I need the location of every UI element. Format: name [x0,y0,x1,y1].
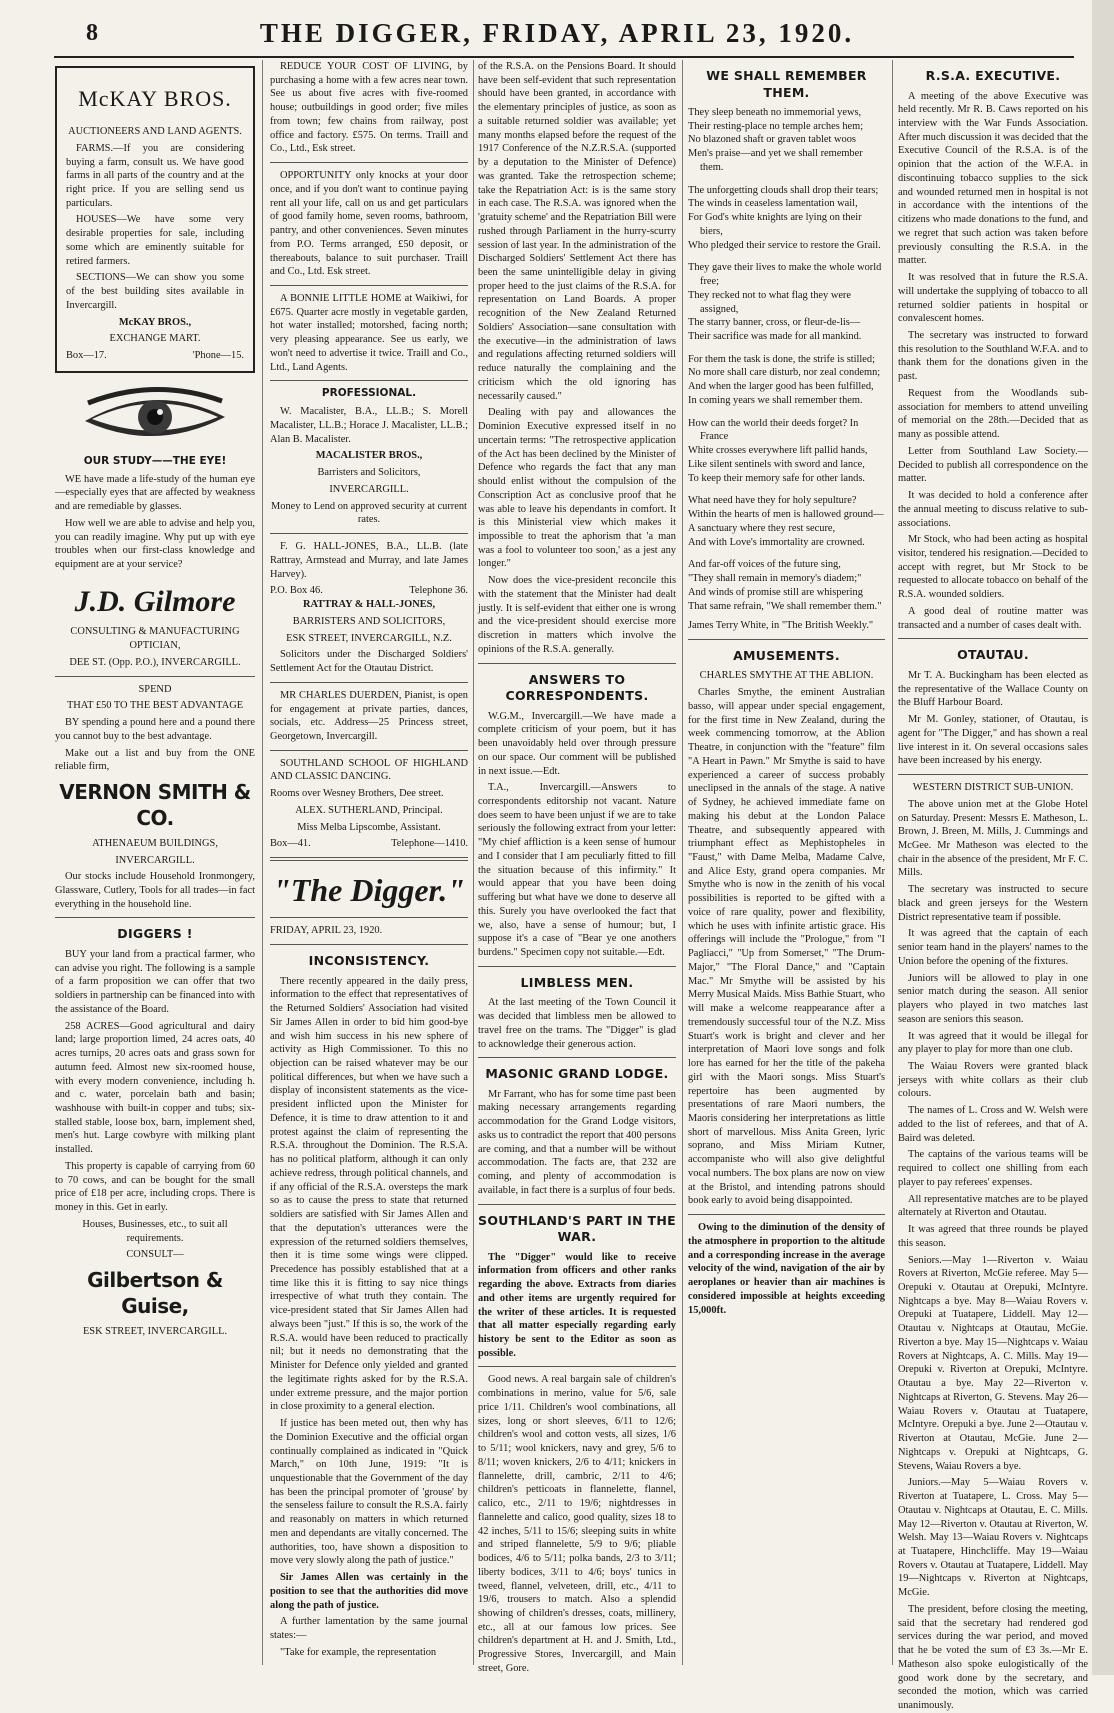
mckay-advert [55,66,255,373]
rsa-p8: A good deal of routine matter was transacted and a number of cases dealt with. [898,605,1088,631]
poem-line: And with Love's immortality are crowned. [688,536,865,548]
professional-heading: PROFESSIONAL. [321,387,417,400]
diggers-consult: CONSULT— [126,1249,184,1261]
poem-line: They recked not to what flag they were assigned, [688,289,852,315]
rsa-p6: It was decided to hold a conference after the annual meeting to discuss relative to sub-associations. [898,490,1088,529]
otautau-heading: OTAUTAU. [957,647,1029,663]
divider [898,774,1088,775]
limbless-heading: LIMBLESS MEN. [520,974,634,990]
rattray-firm: RATTRAY & HALL-JONES, [302,599,436,611]
poem-line: To keep their memory safe for other lands. [688,472,866,484]
poem-line: The winds in ceaseless lamentation wail, [688,198,858,210]
masonic-p1: Mr Farrant, who has for some time past been making necessary arrangements regarding accommodation for the Grand Lodge visitors, asks us to contradict the report that 400 persons are coming, and that a number will be without accommodation. The facts are, that 232 are coming, and plenty of accommodation is available, in fact there is a surplus of four beds. [478,1088,676,1196]
mckay-sections: SECTIONS—We can show you some of the best building sites available in Invercargill. [66,272,244,311]
poem-body [688,106,885,613]
digger-nameplate: "The Digger." [273,872,465,909]
stanza-gap [688,252,885,261]
mckay-firm: McKAY BROS., [118,316,192,328]
mckay-mart: EXCHANGE MART. [109,333,201,345]
inconsistency-heading: INCONSISTENCY. [308,953,430,969]
stanza-gap [688,175,885,184]
divider [55,676,255,677]
diggers-p1: BUY your land from a practical farmer, who can advise you right. The following is a sample of a farm proposition we can offer that two soldiers in partnership can be financed into with the assistance of the Board. [55,948,255,1015]
southland-p1: The "Digger" would like to receive information from officers and other ranks regarding the above. Extracts from diaries and other items are urgently required for the writer of these articles. It is requested that all matter especially regarding early history be sent to the Editor as soon as possible. [478,1251,676,1359]
poem-line: No more shall care disturb, nor zeal condemn; [688,367,881,379]
gilmore-logo: J.D. Gilmore [74,584,236,618]
western-p4: Juniors will be allowed to play in one senior match during the season. All senior players who played in two matches last season are seniors this season. [898,972,1088,1025]
density-note: Owing to the diminution of the density of the atmosphere in proportion to the altitude and a corresponding increase in the average velocity of the wind, navigation of the air by aeroplanes or heavier than air machines is considered impossible at heights exceeding 15,000ft. [688,1222,885,1316]
divider [270,380,468,381]
mckay-phone: 'Phone—15. [192,350,244,362]
poem-line: Within the hearts of men is hallowed ground— [688,509,884,521]
poem-line: They gave their lives to make the whole world free; [688,262,882,288]
western-p1: The above union met at the Globe Hotel on Saturday. Present: Messrs E. Matheson, L. Brown, J. Breen, M. Mills, J. Cummings and McGee. Mr Matheson was elected to the chair in the absence of the president, Mr F. C. Mills. [898,798,1088,879]
western-heading: WESTERN DISTRICT SUB-UNION. [912,782,1074,794]
inconsistency-cont: of the R.S.A. on the Pensions Board. It should have been self-evident that such representation should have been granted, in accordance with the elementary principles of justice, as soon as a suitable returned soldier was available; yet many months elapsed before the request of the 1917 Conference of the N.Z.R.S.A. (supported by a deputation to the Minister of Defence) was granted. Take the retrospection scheme; take the Repatriation Act: is is the same story in each case. The R.S.A. was ignored when the 'gratuity scheme' and the Repatriation Bill were rushed through Parliament in the hurry-scurry session of last year. In the administration of the Discharged Soldiers' Settlement Act there has been the same unintelligible delay in giving proper heed to the just claims of the R.S.A. for representation on Land Boards. A proper recognition of the New Zealand Returned Soldiers' Association—sane consultation with the executive—in the administration of laws and regulations affecting returned soldiers will reduce naturally the complaining and the criticism which the old ignoring has necessarily caused." [478,61,676,402]
poem-line: And winds of promise still are whispering [688,586,863,598]
dancing-principal: ALEX. SUTHERLAND, Principal. [295,804,443,816]
rsa-heading: R.S.A. EXECUTIVE. [925,68,1061,83]
column-divider [473,60,474,1665]
spend-p1: BY spending a pound here and a pound there you cannot buy to the best advantage. [55,717,255,742]
stanza-gap [688,344,885,353]
divider [898,638,1088,639]
column-3 [478,60,676,1674]
duerden-advert: MR CHARLES DUERDEN, Pianist, is open for engagement at private parties, dances, socials, etc. Address—25 Princess street, Georgetown, Invercargill. [270,689,468,742]
rattray-role: BARRISTERS AND SOLICITORS, [292,615,446,627]
macalister-firm: MACALISTER BROS., [315,450,423,462]
poem-line: The unforgetting clouds shall drop their tears; [688,184,879,196]
poem-line: Their resting-place no temple arches hem; [688,120,864,132]
masonic-heading: MASONIC GRAND LODGE. [485,1066,669,1082]
otautau-p2: Mr M. Gonley, stationer, of Otautau, is agent for "The Digger," and has shown a real live interest in it. On several occasions sales have been increased by his energy. [898,714,1088,767]
page-number: 8 [86,20,98,46]
opportunity-advert: OPPORTUNITY only knocks at your door once, and if you don't want to continue paying rent all your life, call on us and get particulars of good family home, seven rooms, bathroom, pantry, and other conveniences. Seven minutes from P.O. Terms arranged, £50 deposit, or thereabouts, balance to suit purchaser. Traill and Co., Ltd. Esk street. [270,170,468,278]
spend-p3: Our stocks include Household Ironmongery, Glassware, Cutlery, Tools for all trades—in fact everything in the household line. [55,871,255,910]
divider [478,1057,676,1058]
gilbertson-address: ESK STREET, INVERCARGILL. [82,1325,228,1337]
dancing-tel: Telephone—1410. [391,838,468,850]
diggers-p3: This property is capable of carrying from 60 to 70 cows, and can be bought for the small price of £18 per acre, including crops. There is money in this. Get in early. [55,1160,255,1214]
macalister-role: Barristers and Solicitors, [317,467,421,479]
issue-date: FRIDAY, APRIL 23, 1920. [270,925,383,937]
western-p2: The secretary was instructed to secure black and green jerseys for the Western District representative team if possible. [898,884,1088,923]
bonnie-advert: A BONNIE LITTLE HOME at Waikiwi, for £675. Quarter acre mostly in vegetable garden, hot water installed; motorshed, facing north; very pleasing appearance. See us early, we won't need to advertise it twice. Traill and Co., Ltd., Land Agents. [270,293,468,373]
poem-credit: James Terry White, in "The British Weekly." [688,620,874,632]
western-p11: Seniors.—May 1—Riverton v. Waiau Rovers at Riverton, McGie referee. May 5—Orepuki v. Otautau at Orepuki, McIntyre. Nightcaps a bye. May 8—Waiau Rovers v. Orepuki at Tuatapere, Liddell. May 12—Otautau v. Nightcaps at Otautau, McGie. Riverton a bye. May 15—Nightcaps v. Waiau Rovers at Nightcaps, A. C. Mills. May 19—Orepuki v. Riverton at Orepuki, McIntyre. Otautau a bye. May 22—Riverton v. Nightcaps at Riverton, G. Stevens. May 26—Waiau Rovers v. Otautau at Tuatapere, McIntyre. Orepuki a bye. June 2—Otautau v. Riverton at Otautau, McGie. June 2—Nightcaps v. Orepuki at Nightcaps, G. Stevens, Waiau Rovers a bye. [898,1254,1088,1472]
poem-line: They sleep beneath no immemorial yews, [688,107,862,118]
inconsistency-p1: There recently appeared in the daily press, information to the effect that representatives of the Returned Soldiers' Association had visited Sir James Allen in order to bid him good-bye and wish him success in his new sphere of activity as High Commissioner. To this no objection can be raised whatever may be our political differences, but when we have such a display of inconsistent statements as the vice-president inflicted upon the Minister for Defence, it is time to draw attention to it and protest against the claim of representing the R.S.A. throughout the Dominion. The R.S.A. has no political platform, although it can only achieve redress, through political channels, and if any official of the R.S.A. oversteps the mark so as to cause the press to state that returned soldiers are satisfied with Sir James Allen and that the deputation's utterances were the expression of the returned soldiers themselves, then it is time some wings were clipped. Precedence has possibly established that at a time like this it is fitting to say nice things irrespective of what truth they contain. The vice-president stated that Sir James Allen had always been "just." If this is so, the work of the R.S.A. would have been reduced to practically nil; but it needs no demonstrating that the Minister for Defence only yielded and granted the legitimate rights asked for by the R.S.A. under extreme pressure, and the major portion in close proximity to a general election. [270,975,468,1413]
inconsistency-p2: If justice has been meted out, then why has the Dominion Executive and the official organ continually complained as indicated in "Quick March," on 10th June, 1919: "It is unquestionable that the Government of the day has been the principal promoter of 'grouse' by the senseless failure to consult the R.S.A. fairly and reasonably on matters in which returned men and dependants are vitally concerned. The authorities, too, have shown a disposition to move very slowly along the path of justice." [270,1418,468,1567]
rsa-p4: Request from the Woodlands sub-association for members to attend unveiling of memorial on the 28th.—Decided that as many as possible attend. [898,387,1088,441]
macalister-town: INVERCARGILL. [329,483,409,495]
divider [688,1214,885,1215]
divider [270,750,468,751]
column-divider [892,60,893,1665]
divider [478,1204,676,1205]
column-divider [682,60,683,1665]
diggers-p4: Houses, Businesses, etc., to suit all requirements. [82,1218,228,1244]
inconsistency-p3: Sir James Allen was certainly in the position to see that the authorities did move along the path of justice. [270,1572,468,1611]
mckay-title: McKAY BROS. [78,86,232,111]
poem-line: Their sacrifice was made for all mankind. [688,331,862,343]
goodnews-advert: Good news. A real bargain sale of children's combinations in merino, value for 5/6, sale price 1/11. Children's wool combinations, all sizes, long or short sleeves, 6/11 to 12/6; children's wool and cotton vests, all sizes, 1/6 to 5/11; wool knickers, navy and grey, 5/6 to 8/11; woven knickers, 2/6 to 4/11; knickers in flannelette, drill, cambric, 2/11 to 4/6; children's petticoats in flannelette, flannel, calico, etc., 2/11 to 19/6; nightdresses in flannelette and calico, good quality, sizes 18 to 42 inches, 5/11 to 15/6; sleeping suits in white and striped flannelette, 5/9 to 9/6; pliable bodices, 4/6 to 5/11; polka bands, 2/3 to 3/11; liberty bodices, 3/11 to 4/6; boys' tunics in tweed, flannel, velveteen, drill, etc., 4/11 to 19/6, trousers to match. Also a splendid showing of children's dresses, coats, millinery, etc., all at our famous low prices. See children's department at H. and J. Smith, Ltd., Progressive Stores, Invercargill, and Main street, Gore. [478,1374,676,1674]
gilmore-address: DEE ST. (Opp. P.O.), INVERCARGILL. [69,656,241,668]
column-divider [262,60,263,1665]
mckay-role: AUCTIONEERS AND LAND AGENTS. [68,126,242,138]
poem-line: For them the task is done, the strife is stilled; [688,353,876,365]
column-4 [688,60,885,1665]
poem-line: What need have they for holy sepulture? [688,495,857,507]
column-5 [898,60,1088,1712]
poem-line: And when the larger good has been fulfilled, [688,381,874,393]
reduce-advert: REDUCE YOUR COST OF LIVING, by purchasing a home with a few acres near town. See us about five acres with five-roomed house; outbuildings in good order; five miles from town; few chains from railway, post office and factory. £575. On terms. Traill and Co., Ltd., Esk street. [270,61,468,155]
divider [270,162,468,163]
inconsistency-cont2: Dealing with pay and allowances the Dominion Executive expressed itself in no uncertain terms: "The retrospective application of the Act has been declined by the Minister of Defence who regards the fact that any man should enlist without the compulsion of the Conscription Act as conclusive proof that he was able to leave his dependants in comfort. It is this Ministerial view which makes it impossible to treat the aphorism that 'a man was a fool to volunteer too soon,' as a jest any longer." [478,407,676,570]
answers-p1: W.G.M., Invercargill.—We have made a complete criticism of your poem, but it has been unavoidably held over through pressure on our space. Our comment will be published in next issue.—Edt. [478,710,676,777]
column-2 [270,60,468,1665]
otautau-p1: Mr T. A. Buckingham has been elected as the representative of the Wallace County on the Bluff Harbour Board. [898,669,1088,709]
poem-line: Who pledged their service to restore the Grail. [688,239,881,251]
mckay-box: Box—17. [66,350,107,362]
amusements-p1: Charles Smythe, the eminent Australian basso, will appear under special engagement, for the first time in New Zealand, during the week commencing tomorrow, at the Ablion Theatre, in conjunction with the "feature" film "A Heart in Pawn." Mr Smythe is said to have experienced a career of success probably uneclipsed in the annals of the stage. A native of Sydney, he achieved immediate fame on making his debut at the London Palace Theatre, and subsequently appeared with triumphant effect as Mephistopheles in "Faust," with Dame Melba, Madame Calve, and Alice Esty, grand opera companies. Mr Smythe who is now in the zenith of his vocal possibilities is reported to be gifted with a voice of rare quality, power and flexibility, which he uses with infinite artistic grace. His offerings will include the "Prologue," from "I Pagliacci," "Up from Somerset," "The Drum-Major," "The Floral Dance," and "Captain Mac." Mr Smythe will be assisted by his Merry Musical Maids. Miss Bathie Stuart, who will make a welcome reappearance after a tremendously successful tour of the N.Z. Miss Stuart's work is bright and clever and her interpretation of Maori love songs and folk lore has earned for her the title of the pakeha girl with the Maori songs. Miss Stuart's repertoire has been augmented by presentations of rare Maori numbers, the Maoris considering her interpretations as little short of marvellous. Miss Anita Green, lyric soprano, and Miss Miriam Kutner, accompaniste who will also give delightful vocal numbers. The box plans are now on view at the Bristol, and intending patrons should book early to avoid being disappointed. [688,687,885,1207]
rsa-p1: A meeting of the above Executive was held recently. Mr R. B. Caws reported on his interview with the War Funds Association. After much discussion it was decided that the Executive Council of the R.S.A. is of the opinion that the action of the W.F.A. in discontinuing tobacco supplies to the sick and wounded returned men in hospital is not in accordance with the intentions of the citizens who made donations to the fund, and we regret that such action was taken before previously consulting the R.S.A. in the matter. [898,90,1088,267]
vernon-smith-title: VERNON SMITH & CO. [59,779,251,831]
poem-line: Men's praise—and yet we shall remember them. [688,148,863,173]
divider [55,917,255,918]
poem-line: For God's white knights are lying on their biers, [688,212,862,237]
spend-p2: Make out a list and buy from the ONE reliable firm, [55,747,255,773]
poem-line: Like silent sentinels with sword and lance, [688,458,865,470]
stanza-gap [688,485,885,494]
column-1 [55,60,255,1665]
rsa-p3: The secretary was instructed to forward this resolution to the Southland W.F.A. and to thank them for the donations given in the past. [898,329,1088,383]
rattray-note: Solicitors under the Discharged Soldiers' Settlement Act for the Otautau District. [270,649,468,675]
western-p10: It was agreed that three rounds be played this season. [898,1224,1088,1249]
halljones-box: P.O. Box 46. [270,585,323,597]
rsa-p5: Letter from Southland Law Society.—Decided to publish all correspondence on the matter. [898,445,1088,485]
stanza-gap [688,408,885,417]
inconsistency-cont3: Now does the vice-president reconcile this with the statement that the Minister had dealt justly. It is self-evident that either one is wrong and the vice-president should exercise more discretion in matters which involve the opinions of the R.S.A. generally. [478,575,676,655]
dancing-title: SOUTHLAND SCHOOL OF HIGHLAND AND CLASSIC DANCING. [270,757,468,783]
study-p2: How well we are able to advise and help you, you can readily imagine. Why put up with eye troubles when our first-class knowledge and equipment are at your service? [55,517,255,571]
rsa-p7: Mr Stock, who had been acting as hospital visitor, tendered his resignation.—Decided to accept with regret, but Mr Stock to be requested to allocate tobacco on behalf of the R.S.A. wounded soldiers. [898,534,1088,601]
vernon-town: INVERCARGILL. [115,854,195,866]
poem-heading: WE SHALL REMEMBER THEM. [706,68,867,100]
macalister-money: Money to Lend on approved security at current rates. [271,500,467,526]
page-edge [1092,0,1114,1675]
western-p8: The captains of the various teams will be required to collect one shilling from each player to pay referees' expenses. [898,1149,1088,1188]
divider [270,857,468,861]
stanza-gap [688,549,885,558]
diggers-heading: DIGGERS ! [117,926,193,942]
mckay-farms: FARMS.—If you are considering buying a farm, consult us. We have good farms in all parts of the country and at the right price. If you are selling send us particulars. [66,142,244,209]
amusements-sub: CHARLES SMYTHE AT THE ABLION. [699,670,874,682]
poem-line: The starry banner, cross, or fleur-de-lis— [688,317,861,329]
divider [688,639,885,640]
macalister-names: W. Macalister, B.A., LL.B.; S. Morell Macalister, LL.B.; Horace J. Macalister, LL.B.; Alan B. Macalister. [270,406,468,445]
poem-line: A sanctuary where they rest secure, [688,522,836,534]
western-p13: The president, before closing the meeting, said that the secretary had rendered god services during the war period, and moved that he be voted the sum of £3 3s.—Mr E. Matheson also spoke eulogistically of the good work done by the secretary, and seconded the motion, which was carried unanimously. [898,1603,1088,1712]
header-rule [54,56,1074,58]
rattray-address: ESK STREET, INVERCARGILL, N.Z. [286,632,452,644]
mckay-houses: HOUSES—We have some very desirable properties for sale, including some which are eminently suitable for retired farmers. [66,214,244,267]
poem-line: No blazoned shaft or graven tablet woos [688,134,856,146]
dancing-rooms: Rooms over Wesney Brothers, Dee street. [270,788,444,800]
answers-p2: T.A., Invercargill.—Answers to correspondents editorship not vacant. Nature does seem to have been unjust if we are to take seriously the following extract from your letter: "My chief affliction is a keen sense of humour and I consider that I am peculiarly fitted to fill the situation because of this infirmity." It would appear that you have been doing suffering but what have we done to deserve all this. Surely you have overlooked the fact that we, also, have a sense of humour; but, I suppose it's a case of "Bear ye one anothers burdens." Specimen copy not suitable.—Edt. [478,782,676,959]
divider [270,682,468,683]
halljones-tel: Telephone 36. [409,585,468,597]
western-p12: Juniors.—May 5—Waiau Rovers v. Riverton at Tuatapere, L. Cross. May 5—Otautau v. Nightcaps at Otautau, E. C. Mills. May 12—Riverton v. Otautau at Riverton, W. Welsh. May 13—Waiau Rovers v. Nightcaps at Tuatapere, Hinchcliffe. May 19—Waiau Rovers v. Otautau at Tuatapere, Liddell. May 19—Nightcaps v. Riverton at Nightcaps, McGie. [898,1477,1088,1599]
diggers-p2: 258 ACRES—Good agricultural and dairy land; large proportion limed, 24 acres oats, 40 acres turnips, 20 acres oats and grass sown for autumn feed. Almost new six-roomed house, with every modern convenience, including h. and c. water, porcelain bath and basin; washhouse with built-in copper and tubs; six-stalled stable, loose box, barn, implement shed, men's hut. Large cowbyre with milking plant installed. [55,1020,255,1156]
dancing-assistant: Miss Melba Lipscombe, Assistant. [297,821,441,833]
page-header [0,0,1114,58]
divider [270,917,468,918]
amusements-heading: AMUSEMENTS. [733,647,840,663]
eye-icon [80,387,230,449]
poem-line: And far-off voices of the future sing, [688,559,841,571]
western-p6: The Waiau Rovers were granted black jerseys with white collars as their club colours. [898,1061,1088,1100]
poem-line: In coming years we shall remember them. [688,394,863,406]
study-p1: WE have made a life-study of the human eye—especially eyes that are affected by weakness and are remediable by glasses. [55,473,255,513]
inconsistency-p4: A further lamentation by the same journal states:— [270,1616,468,1642]
gilmore-role: CONSULTING & MANUFACTURING OPTICIAN, [70,626,240,652]
masthead: THE DIGGER, FRIDAY, APRIL 23, 1920. [259,18,855,48]
poem-line: That same refrain, "We shall remember them." [688,600,882,612]
western-p5: It was agreed that it would be illegal for any player to play for more than one club. [898,1030,1088,1056]
western-p7: The names of L. Cross and W. Welsh were added to the list of referees, and that of A. Baird was deleted. [898,1105,1088,1144]
inconsistency-p5: "Take for example, the representation [280,1646,437,1658]
divider [270,944,468,945]
gilbertson-title: Gilbertson & Guise, [87,1268,223,1319]
limbless-p1: At the last meeting of the Town Council it was decided that limbless men be allowed to travel free on the trams. The "Digger" is glad to acknowledge their generous action. [478,997,676,1050]
divider [478,1366,676,1367]
western-p9: All representative matches are to be played alternately at Riverton and Otautau. [898,1193,1088,1219]
divider [270,533,468,534]
halljones-p1: F. G. HALL-JONES, B.A., LL.B. (late Rattray, Armstead and Murray, and late James Harvey). [270,541,468,580]
western-p3: It was agreed that the captain of each senior team hand in the players' names to the Union before the opening of the fixtures. [898,928,1088,967]
poem-line: White crosses everywhere lift pallid hands, [688,445,868,457]
spend-sub: THAT £50 TO THE BEST ADVANTAGE [66,700,244,712]
spend-heading: SPEND [138,683,172,695]
divider [478,966,676,967]
answers-heading: ANSWERS TO CORRESPONDENTS. [505,671,649,704]
dancing-box: Box—41. [270,838,311,850]
vernon-bldg: ATHENAEUM BUILDINGS, [92,837,218,849]
poem-line: How can the world their deeds forget? In France [688,417,859,443]
southland-heading: SOUTHLAND'S PART IN THE WAR. [478,1212,676,1245]
study-heading: OUR STUDY——THE EYE! [83,454,227,467]
divider [478,663,676,664]
rsa-p2: It was resolved that in future the R.S.A. will undertake the supplying of tobacco to all returned soldier patients in hospital or convalescent homes. [898,272,1088,325]
divider [270,285,468,286]
poem-line: "They shall remain in memory's diadem;" [688,573,862,585]
